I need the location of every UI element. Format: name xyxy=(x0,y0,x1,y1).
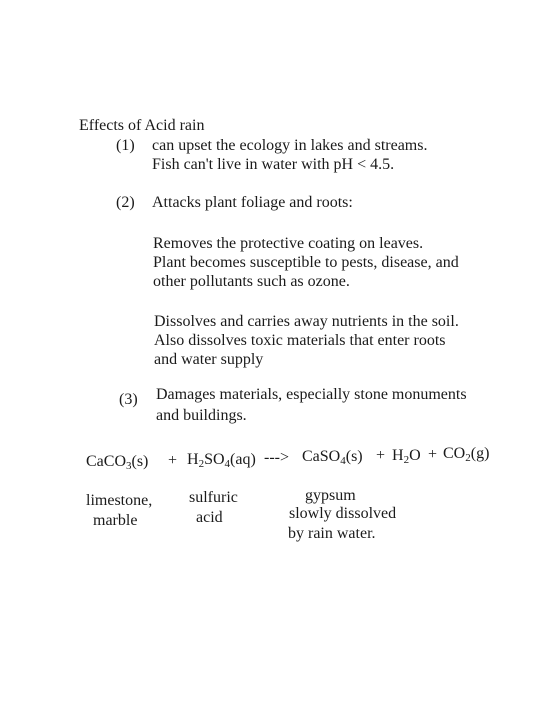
effect-2-heading: Attacks plant foliage and roots: xyxy=(152,194,353,211)
effect-3-line-1: Damages materials, especially stone monuments xyxy=(156,386,467,403)
page-title: Effects of Acid rain xyxy=(79,117,205,134)
label-marble: marble xyxy=(93,512,138,529)
equation-product-1: CaSO$_4$(s) xyxy=(302,448,363,467)
effect-1-number: (1) xyxy=(116,137,135,154)
label-acid: acid xyxy=(196,509,223,526)
effect-1-line-1: can upset the ecology in lakes and streams. xyxy=(152,137,428,154)
equation-product-2: $H_2O$ xyxy=(392,447,421,466)
effect-3-line-2: and buildings. xyxy=(156,407,247,424)
equation-plus-2: + xyxy=(376,447,386,464)
equation-reactant-1: CaCO$_3$(s) xyxy=(86,453,149,472)
equation-arrow: ---> xyxy=(264,449,290,466)
label-slowly-dissolved: slowly dissolved xyxy=(289,505,397,522)
label-sulfuric: sulfuric xyxy=(189,489,238,506)
equation-plus-1: + xyxy=(168,452,178,469)
effect-2-para-2-line-2: Also dissolves toxic materials that enter roots xyxy=(154,332,446,349)
effect-2-para-1-line-2: Plant becomes susceptible to pests, disease, and xyxy=(153,254,459,271)
equation-plus-3: + xyxy=(428,446,438,463)
effect-2-number: (2) xyxy=(116,194,135,211)
effect-1-line-2: Fish can't live in water with pH < 4.5. xyxy=(152,156,395,173)
label-by-rain-water: by rain water. xyxy=(288,525,376,542)
label-gypsum: gypsum xyxy=(305,487,356,504)
effect-2-para-1-line-3: other pollutants such as ozone. xyxy=(153,273,350,290)
equation-product-3: $CO_2(g)$ xyxy=(443,445,490,464)
label-limestone: limestone, xyxy=(86,492,153,509)
effect-2-para-2-line-3: and water supply xyxy=(154,351,264,368)
effect-2-para-2-line-1: Dissolves and carries away nutrients in the soil. xyxy=(154,313,459,330)
effect-3-number: (3) xyxy=(119,391,138,408)
equation-reactant-2: $H_2SO_4(aq)$ xyxy=(187,451,256,470)
effect-2-para-1-line-1: Removes the protective coating on leaves. xyxy=(153,235,424,252)
